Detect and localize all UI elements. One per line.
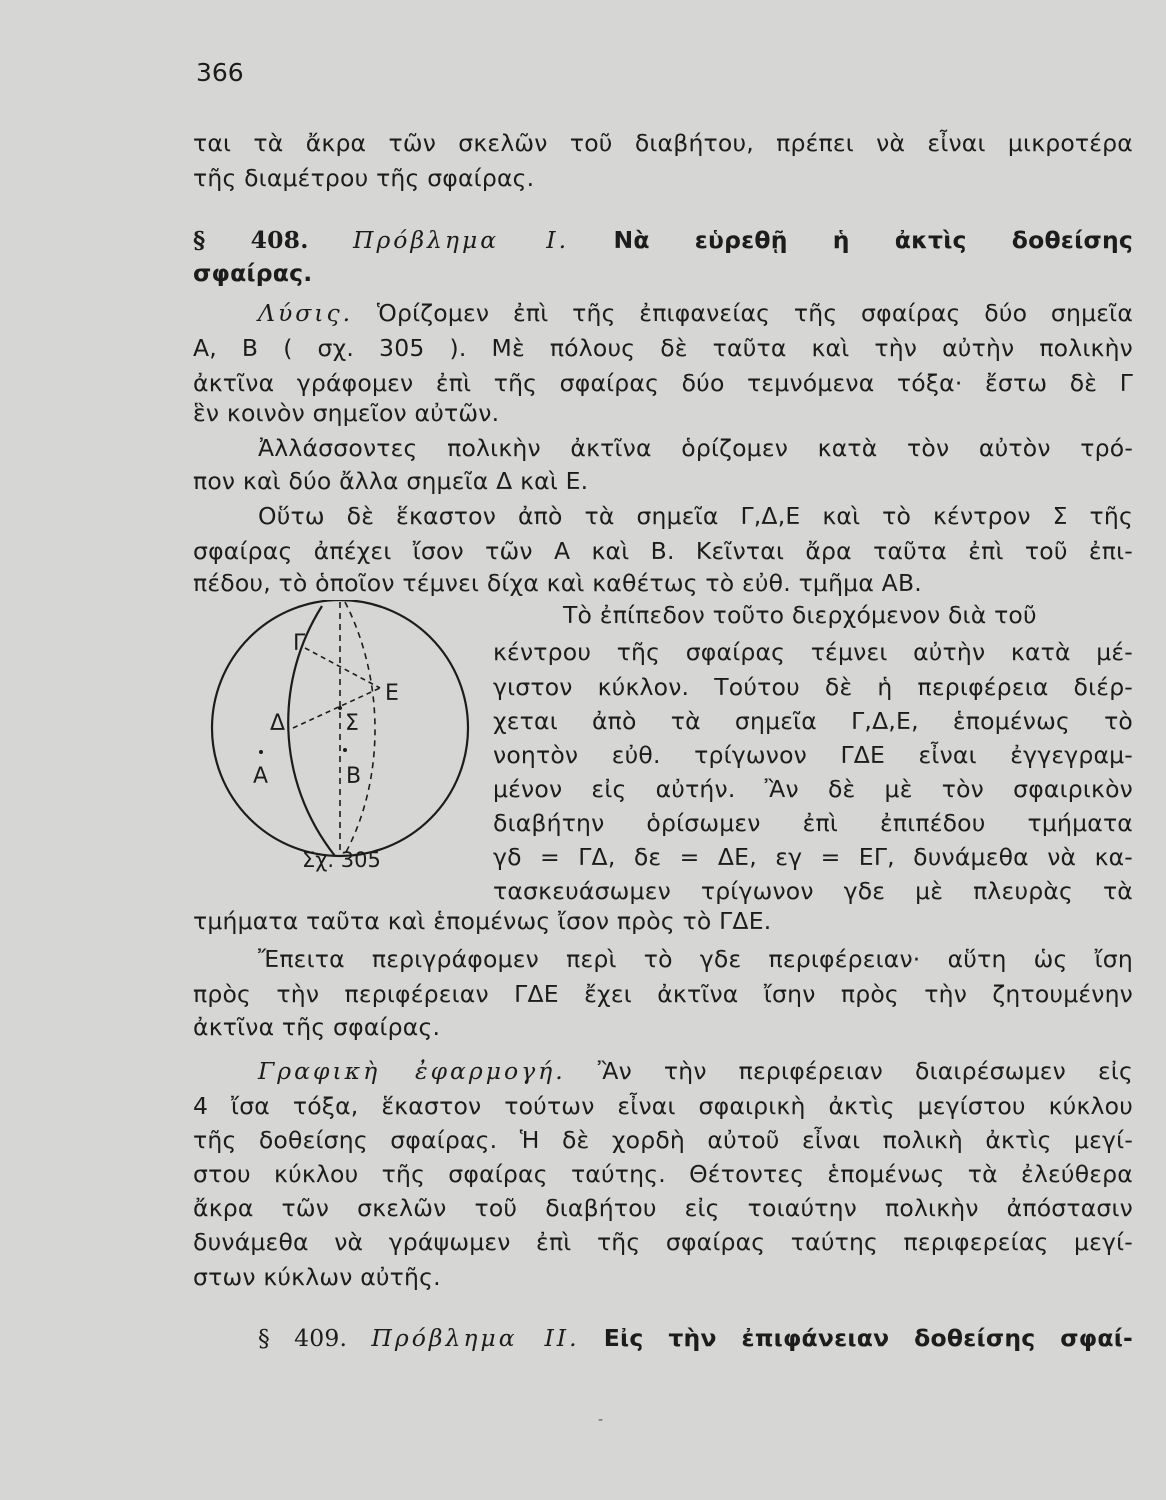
solution-label: Λύσις. (258, 299, 354, 327)
text-line: Ἔπειτα περιγράφομεν περὶ τὸ γδε περιφέρειαν· αὕτη ὡς ἴση (258, 945, 1133, 973)
text-line: Ἀλλάσσοντες πολικὴν ἀκτῖνα ὁρίζομεν κατὰ τὸν αὐτὸν τρό- (258, 434, 1133, 462)
point-B-dot (343, 748, 347, 752)
text-line: δυνάμεθα νὰ γράψωμεν ἐπὶ τῆς σφαίρας ταύτης περιφερείας μεγί- (193, 1228, 1133, 1256)
sphere-figure (205, 600, 495, 890)
text-line: Οὕτω δὲ ἕκαστον ἀπὸ τὰ σημεῖα Γ,Δ,Ε καὶ τὸ κέντρον Σ τῆς (258, 502, 1133, 530)
text-line: κέντρου τῆς σφαίρας τέμνει αὐτὴν κατὰ μέ- (493, 638, 1133, 666)
text-line: πον καὶ δύο ἄλλα σημεῖα Δ καὶ Ε. (193, 467, 589, 495)
segment-DE (293, 688, 380, 728)
text-line: Α, Β ( σχ. 305 ). Μὲ πόλους δὲ ταῦτα καὶ τὴν αὐτὴν πολικὴν (193, 334, 1133, 362)
section-heading-409 (258, 1323, 1133, 1353)
problem-label: Πρόβλημα ΙΙ. (371, 1324, 580, 1352)
page-number: 366 (196, 58, 244, 87)
text-line: γιστον κύκλον. Τούτου δὲ ἡ περιφέρεια διέρ- (493, 673, 1133, 701)
center-dot (338, 706, 342, 710)
text-line: 4 ἴσα τόξα, ἕκαστον τούτων εἶναι σφαιρικὴ ἀκτὶς μεγίστου κύκλου (193, 1092, 1133, 1120)
label-sigma: Σ (345, 711, 359, 736)
text-line: στων κύκλων αὐτῆς. (193, 1263, 441, 1291)
problem-title: Εἰς τὴν ἐπιφάνειαν δοθείσης σφαί- (603, 1324, 1134, 1352)
figure-caption: Σχ. 305 (302, 848, 381, 872)
text-line: Τὸ ἐπίπεδον τοῦτο διερχόμενον διὰ τοῦ (563, 601, 1037, 629)
text-line: νοητὸν εὐθ. τρίγωνον ΓΔΕ εἶναι ἐγγεγραμ- (493, 741, 1133, 769)
text-line: μένον εἰς αὐτήν. Ἂν δὲ μὲ τὸν σφαιρικὸν (493, 775, 1133, 803)
text-line: πρὸς τὴν περιφέρειαν ΓΔΕ ἔχει ἀκτῖνα ἴσην πρὸς τὴν ζητουμένην (193, 980, 1133, 1008)
label-alpha: Α (253, 764, 269, 789)
solution-line: Λύσις. Ὁρίζομεν ἐπὶ τῆς ἐπιφανείας τῆς σφαίρας δύο σημεῖα (258, 299, 1134, 327)
text-line: διαβήτην ὁρίσωμεν ἐπὶ ἐπιπέδου τμήματα (493, 809, 1133, 837)
text-line: πέδου, τὸ ὁποῖον τέμνει δίχα καὶ καθέτως τὸ εὐθ. τμῆμα ΑΒ. (193, 569, 922, 597)
section-mark: § 408. (193, 226, 309, 254)
text-line: ἄκρα τῶν σκελῶν τοῦ διαβήτου εἰς τοιαύτην πολικὴν ἀπόστασιν (193, 1194, 1133, 1222)
text-line: σφαίρας ἀπέχει ἴσον τῶν Α καὶ Β. Κεῖνται ἄρα ταῦτα ἐπὶ τοῦ ἐπι- (193, 537, 1133, 565)
text-line: ἓν κοινὸν σημεῖον αὐτῶν. (193, 399, 500, 427)
text-line: ται τὰ ἄκρα τῶν σκελῶν τοῦ διαβήτου, πρέπει νὰ εἶναι μικροτέρα (193, 129, 1133, 157)
label-beta: Β (346, 764, 362, 789)
text-line: τασκευάσωμεν τρίγωνον γδε μὲ πλευρὰς τὰ (493, 877, 1133, 905)
stray-mark: - (598, 1412, 604, 1428)
text-line: ἀκτῖνα τῆς σφαίρας. (193, 1013, 441, 1041)
graphic-label: Γραφικὴ ἐφαρμογή. (258, 1057, 566, 1085)
text-line: γδ = ΓΔ, δε = ΔΕ, εγ = ΕΓ, δυνάμεθα νὰ κα- (493, 843, 1133, 871)
problem-title: Νὰ εὑρεθῇ ἡ ἀκτὶς δοθείσης (613, 226, 1134, 254)
label-gamma: Γ (293, 631, 306, 656)
section-heading-408 (193, 225, 1133, 255)
section-mark: § 409. (258, 1324, 348, 1352)
label-delta: Δ (270, 711, 286, 736)
graphic-application-line: Γραφικὴ ἐφαρμογή. Ἂν τὴν περιφέρειαν διαιρέσωμεν εἰς (258, 1057, 1134, 1085)
point-A-dot (259, 750, 263, 754)
text-line: τμήματα ταῦτα καὶ ἑπομένως ἴσον πρὸς τὸ ΓΔΕ. (193, 907, 772, 935)
text-line: χεται ἀπὸ τὰ σημεῖα Γ,Δ,Ε, ἑπομένως τὸ (493, 707, 1133, 735)
text-line: τῆς διαμέτρου τῆς σφαίρας. (193, 164, 535, 192)
problem-label: Πρόβλημα Ι. (352, 226, 570, 254)
problem-title-cont: σφαίρας. (193, 259, 313, 287)
text-line: τῆς δοθείσης σφαίρας. Ἡ δὲ χορδὴ αὐτοῦ εἶναι πολικὴ ἀκτὶς μεγί- (193, 1126, 1133, 1154)
text-line: ἀκτῖνα γράφομεν ἐπὶ τῆς σφαίρας δύο τεμνόμενα τόξα· ἔστω δὲ Γ (193, 369, 1133, 397)
label-epsilon: Ε (385, 681, 399, 706)
text-line: στου κύκλου τῆς σφαίρας ταύτης. Θέτοντες ἑπομένως τὰ ἐλεύθερα (193, 1160, 1133, 1188)
